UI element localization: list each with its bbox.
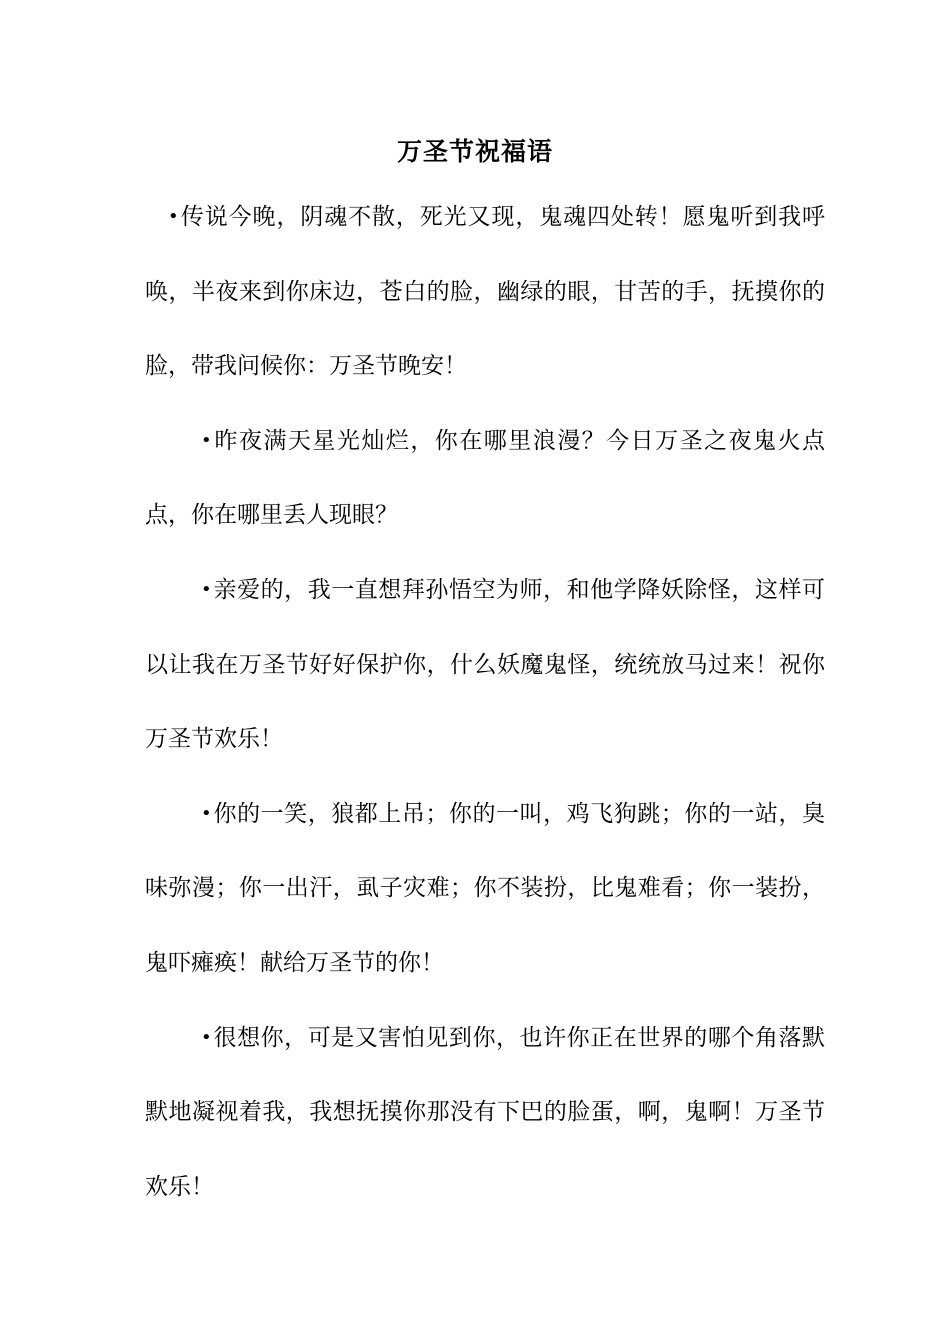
paragraph-text: 传说今晚，阴魂不散，死光又现，鬼魂四处转！愿鬼听到我呼唤，半夜来到你床边，苍白的脸，幽绿的眼，甘苦的手，抚摸你的脸，带我问候你：万圣节晚安！ [145, 204, 825, 380]
document-body [145, 180, 825, 1224]
paragraph-1 [145, 180, 825, 404]
paragraph-text: 你的一笑，狼都上吊；你的一叫，鸡飞狗跳；你的一站，臭味弥漫；你一出汗，虱子灾难；你不装扮，比鬼难看；你一装扮，鬼吓瘫痪！献给万圣节的你！ [145, 800, 825, 976]
bullet-icon: • [201, 429, 212, 451]
paragraph-text: 亲爱的，我一直想拜孙悟空为师，和他学降妖除怪，这样可以让我在万圣节好好保护你，什么妖魔鬼怪，统统放马过来！祝你万圣节欢乐！ [145, 576, 825, 753]
bullet-icon: • [201, 802, 212, 824]
bullet-icon: • [168, 206, 179, 227]
paragraph-5 [145, 1001, 825, 1225]
paragraph-4 [145, 777, 825, 1001]
document-title: 万圣节祝福语 [396, 137, 553, 166]
bullet-icon: • [201, 1026, 212, 1048]
paragraph-3 [145, 553, 825, 777]
paragraph-text: 很想你，可是又害怕见到你，也许你正在世界的哪个角落默默地凝视着我，我想抚摸你那没有下巴的脸蛋，啊，鬼啊！万圣节欢乐！ [145, 1024, 825, 1200]
paragraph-text: 昨夜满天星光灿烂，你在哪里浪漫？今日万圣之夜鬼火点点，你在哪里丢人现眼？ [145, 427, 825, 529]
paragraph-2 [145, 404, 825, 553]
bullet-icon: • [201, 578, 212, 600]
